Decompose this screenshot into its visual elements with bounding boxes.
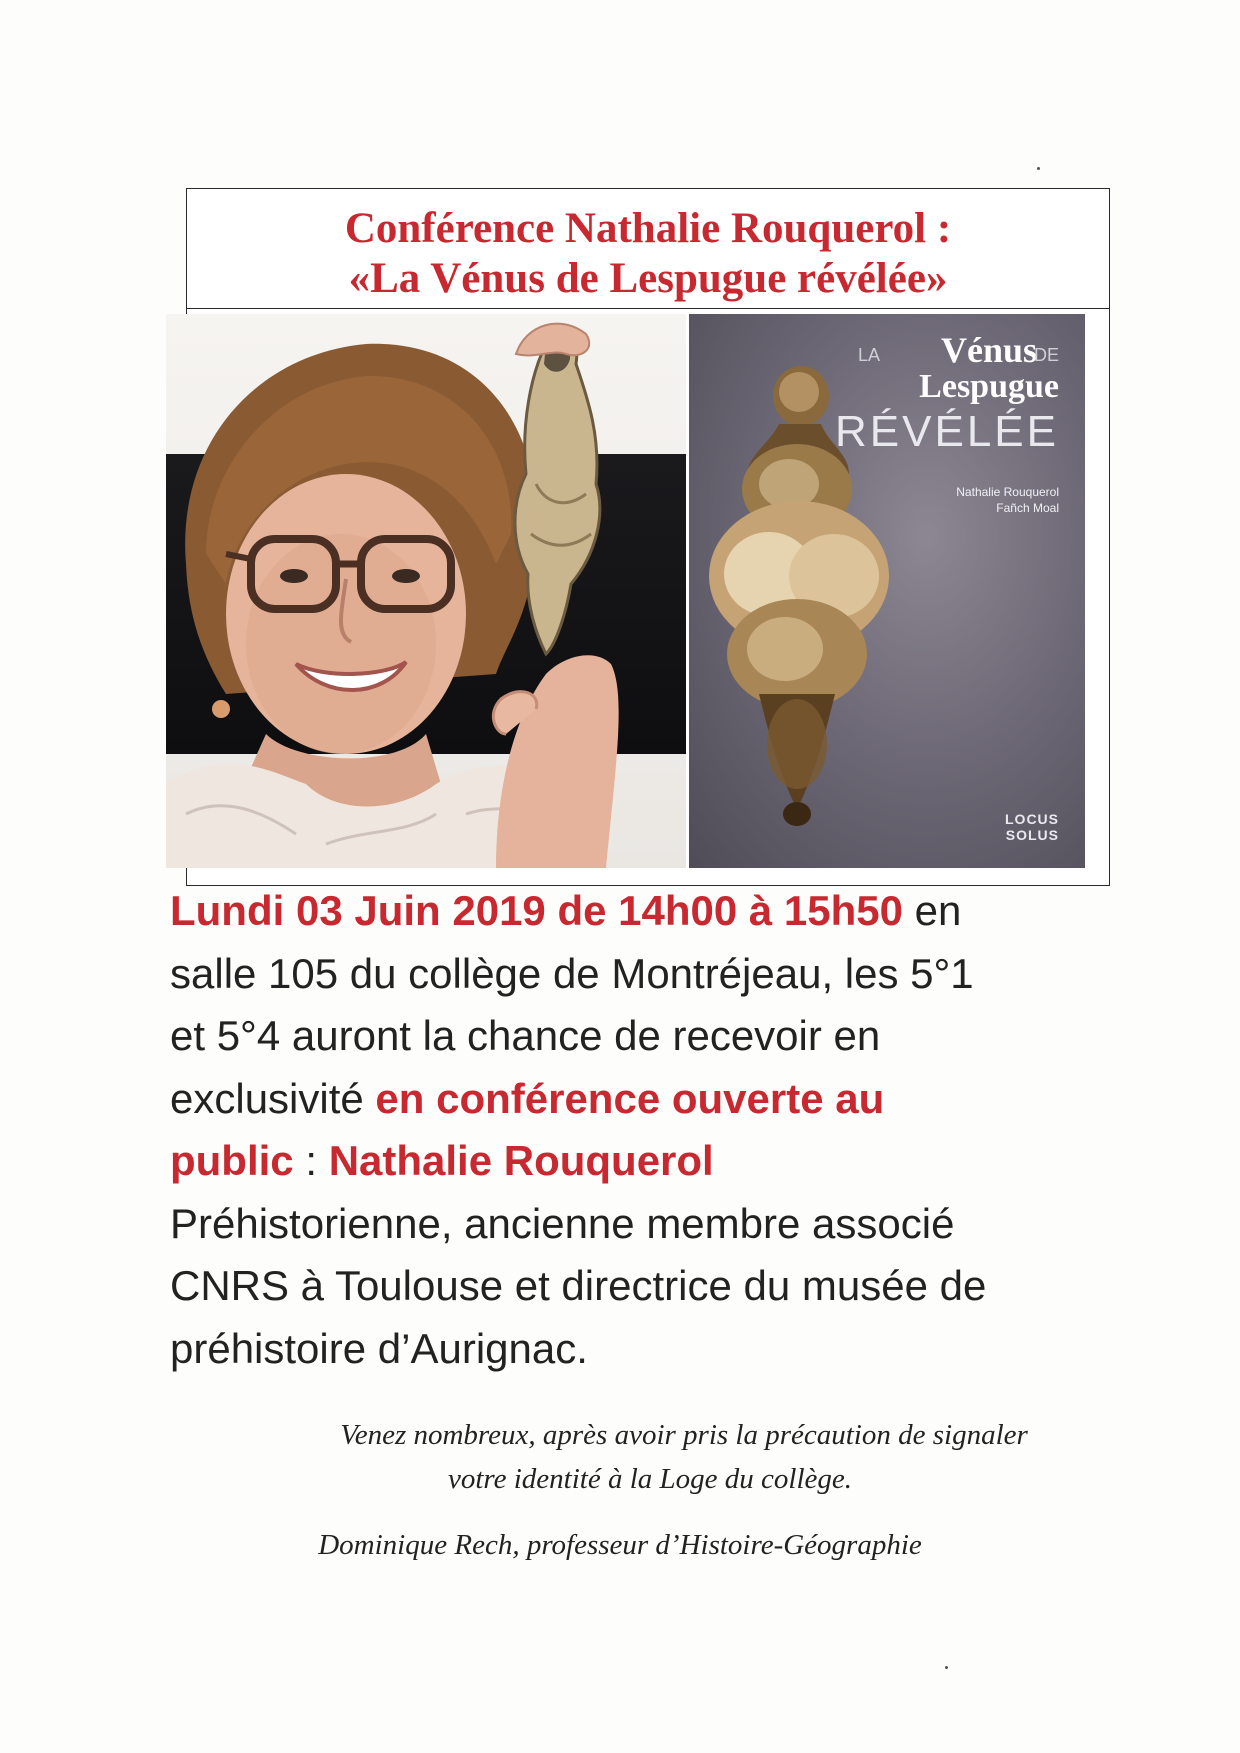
- open-conference-text: en conférence ouverte au: [375, 1074, 885, 1122]
- colon-text: :: [293, 1137, 329, 1184]
- title-line-2: «La Vénus de Lespugue révélée»: [348, 255, 948, 302]
- body-line-2: salle 105 du collège de Montréjeau, les 5°1: [170, 949, 974, 997]
- body-line-3: et 5°4 auront la chance de recevoir en: [170, 1012, 881, 1059]
- cover-title-venus: Vénus: [940, 330, 1037, 370]
- cover-title-revelee: RÉVÉLÉE: [835, 407, 1059, 456]
- cover-publisher-line-1: LOCUS: [1005, 811, 1059, 827]
- scan-speck: [1037, 167, 1040, 170]
- cover-title-lespugue: Lespugue: [919, 368, 1059, 405]
- body-line-5: [170, 1130, 1170, 1193]
- lecturer-illustration: [166, 314, 686, 868]
- body-line-8: préhistoire d’Aurignac.: [170, 1324, 588, 1372]
- title-box: [187, 189, 1109, 309]
- speaker-name: Nathalie Rouquerol: [328, 1137, 714, 1184]
- public-text: public: [170, 1137, 294, 1184]
- body-line-1: [170, 880, 1170, 943]
- scan-speck: [945, 1666, 948, 1669]
- lecturer-photo: [166, 314, 686, 868]
- body-line-6: Préhistorienne, ancienne membre associé: [170, 1199, 955, 1247]
- event-date: Lundi 03 Juin 2019 de 14h00 à 15h50: [170, 887, 904, 934]
- book-cover: [689, 314, 1085, 868]
- signature: Dominique Rech, professeur d’Histoire-Géographie: [318, 1529, 922, 1561]
- body-line-4-prefix: exclusivité: [170, 1074, 376, 1122]
- announcement-body: [170, 880, 1170, 1380]
- body-line-7: CNRS à Toulouse et directrice du musée de: [170, 1262, 987, 1309]
- title-line-1: Conférence Nathalie Rouquerol :: [344, 205, 952, 252]
- note-line-1: Venez nombreux, après avoir pris la précaution de signaler: [340, 1419, 1028, 1451]
- body-line-4: [170, 1068, 1170, 1131]
- cover-title-de: DE: [1033, 345, 1059, 365]
- cover-author-1: Nathalie Rouquerol: [956, 485, 1059, 499]
- cover-author-2: Fañch Moal: [996, 501, 1059, 515]
- cover-publisher-line-2: SOLUS: [1005, 827, 1059, 843]
- body-line-1-suffix: en: [903, 887, 962, 934]
- note-line-2: votre identité à la Loge du collège.: [447, 1463, 853, 1495]
- cover-title-la: LA: [857, 345, 880, 365]
